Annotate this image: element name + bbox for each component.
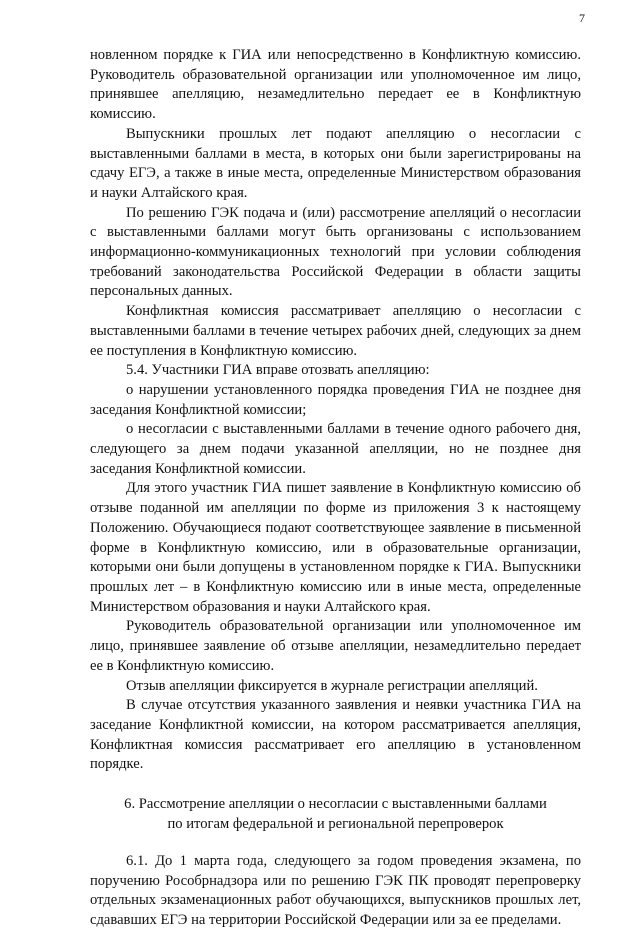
- paragraph-absence-case: В случае отсутствия указанного заявления и неявки участника ГИА на заседание Конфликтной комиссии, на котором рассматривается апелляция, Конфликтная комиссия рассматривает его апелляцию в установленном порядке.: [90, 697, 581, 773]
- paragraph-ict-appeals: По решению ГЭК подача и (или) рассмотрение апелляций о несогласии с выставленными баллами могут быть организованы с использованием информационно-коммуникационных технологий при условии соблюдения требований законодательства Российской Федерации в области защиты персональных данных.: [90, 204, 581, 300]
- paragraph-withdraw-application: Для этого участник ГИА пишет заявление в Конфликтную комиссию об отзыве поданной им апелляции по форме из приложения 3 к настоящему Положению. Обучающиеся подают соответствующее заявление в письменной форме в Конфликтную комиссию, или в образовательные организации, которыми они были допущены в установленном порядке к ГИА. Выпускники прошлых лет – в Конфликтную комиссию или в иные места, определенные Министерством образования и науки Алтайского края.: [90, 480, 581, 615]
- section-heading-line-2: по итогам федеральной и региональной перепроверок: [167, 816, 504, 833]
- paragraph-withdraw-disagreement: о несогласии с выставленными баллами в течение одного рабочего дня, следующего за днем подачи указанной апелляции, но не позднее дня заседания Конфликтной комиссии.: [90, 421, 581, 477]
- document-body: [90, 46, 581, 931]
- section-heading: [90, 794, 581, 834]
- paragraph-withdraw-violation: о нарушении установленного порядка проведения ГИА не позднее дня заседания Конфликтной комиссии;: [90, 381, 581, 418]
- paragraph-review-period: Конфликтная комиссия рассматривает апелляцию о несогласии с выставленными баллами в течение четырех рабочих дней, следующих за днем ее поступления в Конфликтную комиссию.: [90, 303, 581, 359]
- paragraph-graduates-appeal-place: Выпускники прошлых лет подают апелляцию о несогласии с выставленными баллами в места, в которых они были зарегистрированы на сдачу ЕГЭ, а также в иные места, определенные Министерством образования и науки Алтайского края.: [90, 125, 581, 201]
- paragraph-continuation: новленном порядке к ГИА или непосредственно в Конфликтную комиссию. Руководитель образовательной организации или уполномоченное им лицо, принявшее апелляцию, незамедлительно передает ее в Конфликтную комиссию.: [90, 47, 581, 123]
- section-heading-line-1: 6. Рассмотрение апелляции о несогласии с выставленными баллами: [124, 796, 547, 813]
- paragraph-6-1: 6.1. До 1 марта года, следующего за годом проведения экзамена, по поручению Рособрнадзора или по решению ГЭК ПК проводят перепроверку отдельных экзаменационных работ обучающихся, выпускников прошлых лет, сдававших ЕГЭ на территории Российской Федерации или за ее пределами.: [90, 853, 581, 929]
- paragraph-5-4-withdraw: 5.4. Участники ГИА вправе отозвать апелляцию:: [126, 362, 430, 379]
- paragraph-registration-journal: Отзыв апелляции фиксируется в журнале регистрации апелляций.: [126, 677, 538, 694]
- paragraph-head-transfers: Руководитель образовательной организации или уполномоченное им лицо, принявшее заявление об отзыве апелляции, незамедлительно передает ее в Конфликтную комиссию.: [90, 618, 581, 674]
- page-number: 7: [579, 11, 585, 25]
